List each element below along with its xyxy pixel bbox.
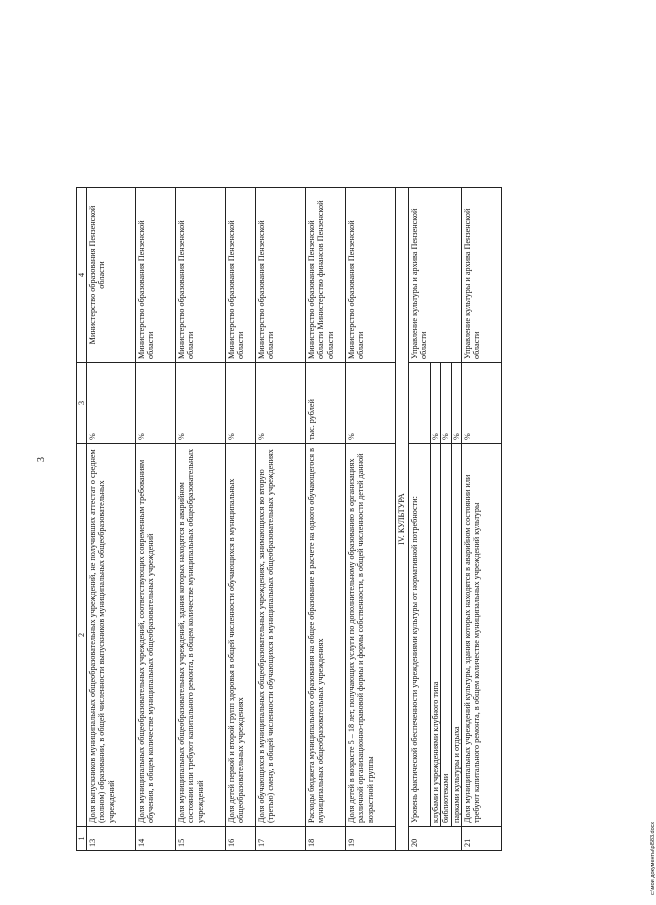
row-responsible: Управление культуры и архива Пензенской области [461,188,501,363]
row-responsible: Министерство образования Пензенской области [136,188,176,363]
table-row [226,188,256,851]
row-unit [409,363,431,444]
row-responsible: Министерство образования Пензенской области [346,188,396,363]
table-header-row [77,188,87,851]
subrow-unit: % [431,363,441,444]
row-responsible: Министерство образования Пензенской области [176,188,226,363]
indicators-table [76,187,502,851]
row-indicator: Доля обучающихся в муниципальных общеобразовательных учреждениях, занимающихся во вторую (третью) смену, в общей численности обучающихся в муниципальных общеобразовательных учреждениях [256,444,306,827]
row-unit: % [461,363,501,444]
row-unit: % [87,363,136,444]
row-unit: % [256,363,306,444]
header-col-3: 3 [77,363,87,444]
row-number: 16 [226,827,256,851]
row-unit: % [176,363,226,444]
row-number: 13 [87,827,136,851]
subrow-indicator: библиотеками [441,444,451,827]
table-row [346,188,396,851]
row-responsible: Управление культуры и архива Пензенской области [409,188,462,363]
subrow-indicator: клубами и учреждениями клубного типа [431,444,441,827]
table-row [136,188,176,851]
row-indicator: Уровень фактической обеспеченности учреждениями культуры от нормативной потребности: [409,444,431,827]
header-col-2: 2 [77,444,87,827]
header-col-4: 4 [77,188,87,363]
section-row [396,188,409,851]
row-responsible: Министерство образования Пензенской области [256,188,306,363]
table-row [306,188,346,851]
row-number: 14 [136,827,176,851]
table-row [176,188,226,851]
table-row [461,188,501,851]
row-indicator: Доля детей первой и второй групп здоровья в общей численности обучающихся в муниципальных общеобразовательных учреждениях [226,444,256,827]
row-unit: % [136,363,176,444]
row-number: 19 [346,827,396,851]
table-row [87,188,136,851]
subrow-unit: % [441,363,451,444]
row-unit: % [226,363,256,444]
subrow-unit: % [451,363,461,444]
row-indicator: Расходы бюджета муниципального образования на общее образование в расчете на одного обучающегося в муниципальных общеобразовательных учреждениях [306,444,346,827]
header-col-1: 1 [77,827,87,851]
row-number: 17 [256,827,306,851]
row-indicator: Доля муниципальных общеобразовательных учреждений, соответствующих современным требованиям обучения, в общем количестве муниципальных общеобразовательных учреждений [136,444,176,827]
row-responsible: Министерство образования Пензенской области [226,188,256,363]
row-unit: % [346,363,396,444]
row-responsible: Министерство образования Пензенской области Министерство финансов Пензенской области [306,188,346,363]
table-row [409,188,431,851]
row-number: 18 [306,827,346,851]
row-indicator: Доля детей в возрасте 5 – 18 лет, получающих услуги по дополнительному образованию в организациях различной организационно-правовой формы и формы собственности, в общей численности детей данной возрастной группы [346,444,396,827]
row-number: 20 [409,827,462,851]
section-title: IV. КУЛЬТУРА [396,188,409,851]
row-indicator: Доля муниципальных учреждений культуры, здания которых находятся в аварийном состоянии или требуют капитального ремонта, в общем количестве муниципальных учреждений культуры [461,444,501,827]
row-responsible: Министерство образования Пензенской области [87,188,136,363]
row-number: 15 [176,827,226,851]
row-number: 21 [461,827,501,851]
row-indicator: Доля выпускников муниципальных общеобразовательных учреждений, не получивших аттестат о среднем (полном) образовании, в общей численности выпускников муниципальных общеобразовательных учреждений [87,444,136,827]
file-path-footer: c:\мои документы\pl583.docx [650,821,656,895]
row-unit: тыс. рублей [306,363,346,444]
subrow-indicator: парками культуры и отдыха [451,444,461,827]
page-number: 3 [36,457,47,462]
table-row [256,188,306,851]
row-indicator: Доля муниципальных общеобразовательных учреждений, здания которых находятся в аварийном состоянии или требуют капитального ремонта, в общем количестве муниципальных общеобразовательных учреждений [176,444,226,827]
